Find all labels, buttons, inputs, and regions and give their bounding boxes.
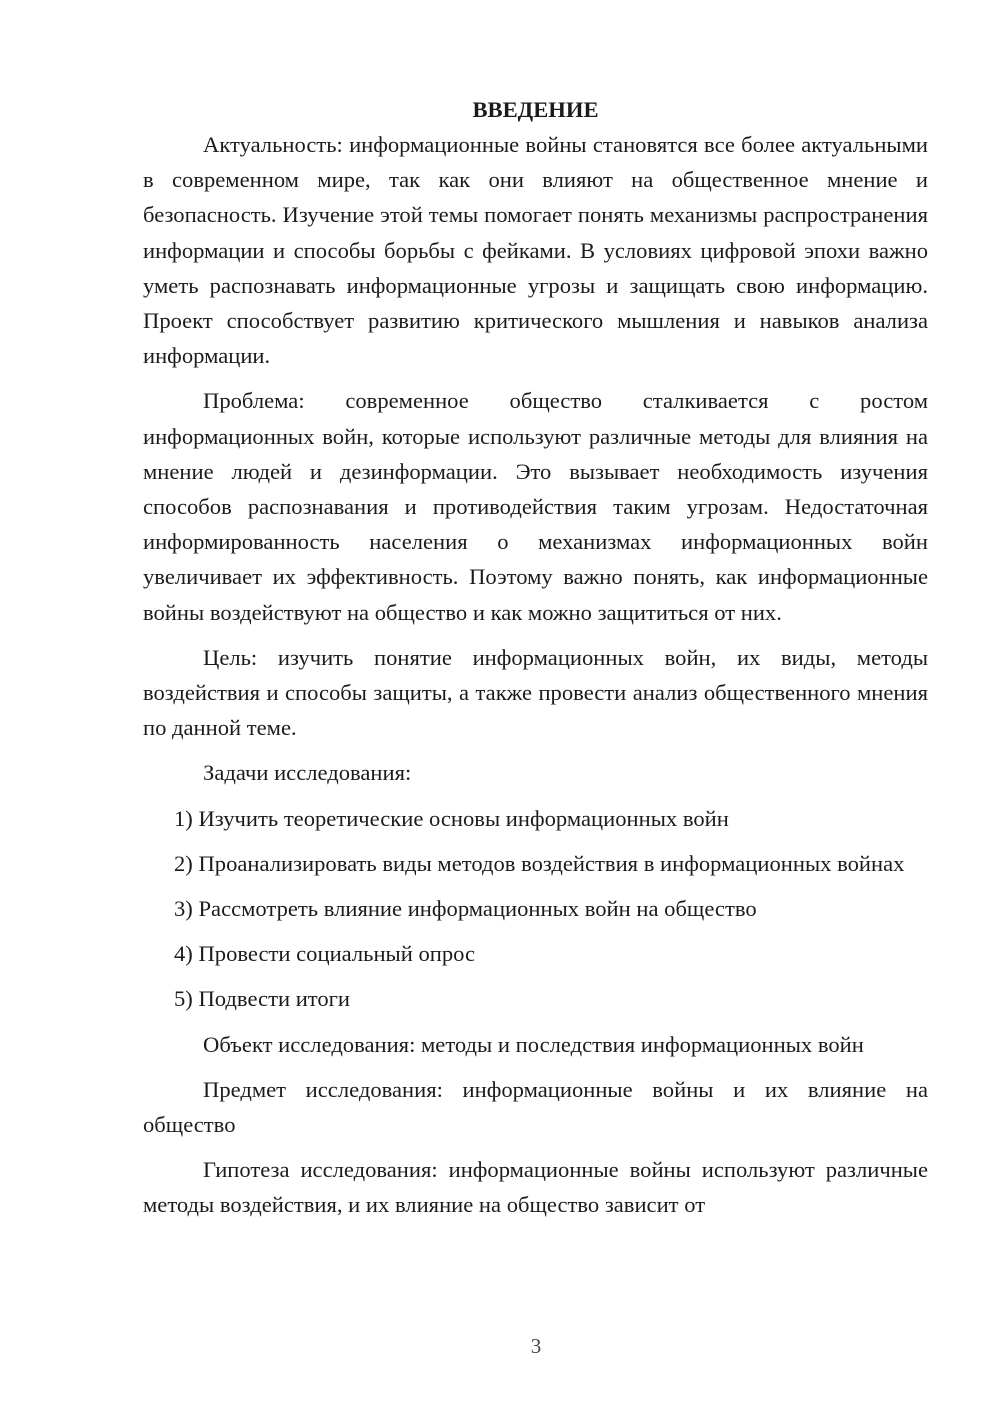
task-item: 2) Проанализировать виды методов воздействия в информационных войнах [174, 850, 905, 876]
tasks-title: Задачи исследования: [203, 760, 412, 786]
task-item: 1) Изучить теоретические основы информационных войн [174, 805, 729, 831]
goal-paragraph: Цель: изучить понятие информационных войн, их виды, методы воздействия и способы защиты, а также провести анализ общественного мнения по данной теме. [143, 644, 928, 741]
hypothesis-paragraph: Гипотеза исследования: информационные войны используют различные методы воздействия, и их влияние на общество зависит от [143, 1157, 928, 1218]
task-item: 3) Рассмотреть влияние информационных войн на общество [174, 896, 757, 922]
task-item: 5) Подвести итоги [174, 986, 351, 1012]
document-page [143, 92, 928, 1223]
relevance-paragraph: Актуальность: информационные войны становятся все более актуальными в современном мире, так как они влияют на общественное мнение и безопасность. Изучение этой темы помогает понять механизмы распространения информации и способы борьбы с фейками. В условиях цифровой эпохи важно уметь распознавать информационные угрозы и защищать свою информацию. Проект способствует развитию критического мышления и навыков анализа информации. [143, 132, 928, 369]
page-number: 3 [530, 1334, 542, 1358]
object-paragraph: Объект исследования: методы и последствия информационных войн [203, 1031, 864, 1057]
subject-paragraph: Предмет исследования: информационные войны и их влияние на общество [143, 1076, 928, 1138]
task-item: 4) Провести социальный опрос [174, 941, 476, 967]
section-heading: ВВЕДЕНИЕ [472, 97, 599, 122]
problem-paragraph: Проблема: современное общество сталкивается с ростом информационных войн, которые используют различные методы для влияния на мнение людей и дезинформации. Это вызывает необходимость изучения способов распознавания и противодействия таким угрозам. Недостаточная информированность населения о механизмах информационных войн увеличивает их эффективность. Поэтому важно понять, как информационные войны воздействуют на общество и как можно защититься от них. [143, 388, 928, 625]
